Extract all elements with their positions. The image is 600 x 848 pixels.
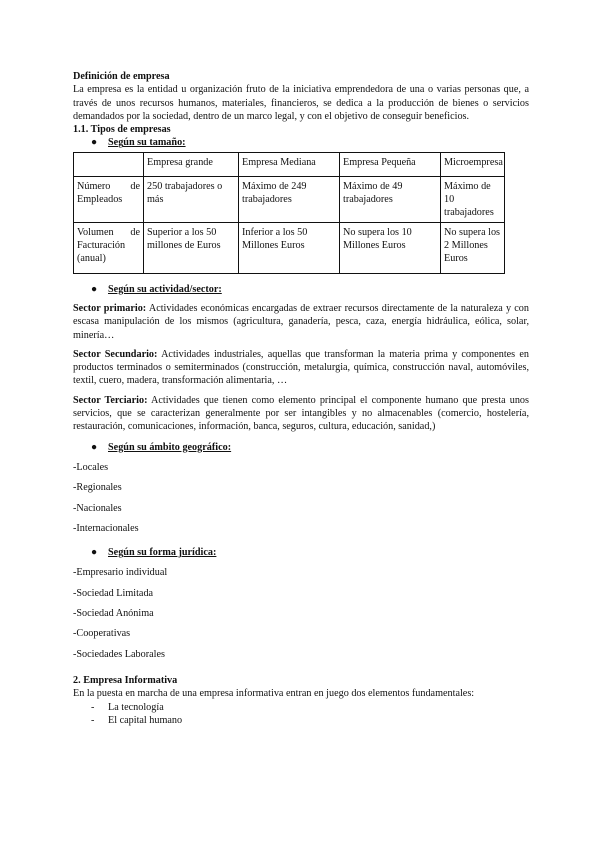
bullet-icon: ●: [91, 283, 98, 295]
table-row-header: Volumen de Facturación (anual): [74, 222, 144, 273]
list-item: -Sociedad Anónima: [73, 608, 154, 620]
table-header-cell: Empresa Mediana: [239, 152, 340, 176]
table-cell: Máximo de 249 trabajadores: [239, 176, 340, 222]
list-item: -Empresario individual: [73, 567, 168, 579]
table-cell: Inferior a los 50 Millones Euros: [239, 222, 340, 273]
sector-secundario-label: Sector Secundario:: [73, 348, 158, 360]
table-cell: 250 trabajadores o más: [144, 176, 239, 222]
document-page: [73, 70, 529, 727]
sector-primario-label: Sector primario:: [73, 302, 147, 314]
list-item: -Cooperativas: [73, 628, 131, 640]
sector-terciario-text: Actividades que tienen como elemento principal el componente humano que presta unos servicios, que se caracterizan generalmente por ser intangibles y no almacenables (comercio, hostelería, restauración, comunicaciones, información, banca, seguros, cultura, educación, sanidad,): [73, 394, 529, 433]
sector-secundario-paragraph: [73, 348, 529, 388]
list-item: [73, 714, 529, 727]
list-item: -Nacionales: [73, 502, 122, 514]
bullet-legal-heading: [73, 546, 529, 559]
table-row: [74, 176, 505, 222]
bullet-geo-heading: [73, 441, 529, 454]
list-item: -Internacionales: [73, 522, 139, 534]
section-1-title: 1.1. Tipos de empresas: [73, 124, 171, 136]
section-2-paragraph: En la puesta en marcha de una empresa informativa entran en juego dos elementos fundamentales:: [73, 688, 475, 700]
table-header-cell: Microempresa: [441, 152, 505, 176]
bullet-size-heading: [73, 136, 529, 149]
table-header-row: [74, 152, 505, 176]
table-cell: Máximo de 10 trabajadores: [441, 176, 505, 222]
sector-primario-text: Actividades económicas encargadas de extraer recursos directamente de la naturaleza y con escasa manipulación de los mismos (agricultura, ganadería, pesca, caza, energía hidráulica, eólica, solar, minería…: [73, 302, 529, 341]
sector-terciario-paragraph: [73, 394, 529, 434]
bullet-icon: ●: [91, 441, 98, 453]
intro-paragraph: La empresa es la entidad u organización fruto de la iniciativa emprendedora de una o varias personas que, a través de unos recursos humanos, materiales, financieros, se dedica a la producción de bienes o servicios demandados por la sociedad, dentro de un marco legal, y con el objetivo de conseguir beneficios.: [73, 84, 529, 122]
list-item-label: El capital humano: [108, 714, 183, 726]
bullet-activity-heading: [73, 283, 529, 296]
sector-terciario-label: Sector Terciario:: [73, 394, 148, 406]
bullet-activity-label: Según su actividad/sector:: [108, 283, 222, 295]
list-item: -Regionales: [73, 482, 122, 494]
list-item: -Locales: [73, 461, 109, 473]
table-header-cell: Empresa grande: [144, 152, 239, 176]
table-cell: Superior a los 50 millones de Euros: [144, 222, 239, 273]
page-title: Definición de empresa: [73, 71, 170, 82]
sector-primario-paragraph: [73, 302, 529, 342]
list-item: -Sociedad Limitada: [73, 587, 154, 599]
bullet-icon: ●: [91, 547, 98, 559]
bullet-legal-label: Según su forma jurídica:: [108, 547, 217, 559]
table-cell: No supera los 2 Millones Euros: [441, 222, 505, 273]
dash-marker: -: [91, 701, 95, 713]
company-size-table: [73, 152, 505, 274]
list-item: [73, 701, 529, 714]
bullet-size-label: Según su tamaño:: [108, 137, 186, 149]
list-item: -Sociedades Laborales: [73, 648, 165, 660]
list-item-label: La tecnología: [108, 701, 164, 713]
table-row-header: Número de Empleados: [74, 176, 144, 222]
section-2-title: 2. Empresa Informativa: [73, 674, 178, 686]
table-header-cell: [74, 152, 144, 176]
sector-secundario-text: Actividades industriales, aquellas que transforman la materia prima y componentes en productos terminados o semiterminados (construcción, metalurgia, química, construcción naval, automóviles, textil, cuero, madera, transformación alimentaria, …: [73, 348, 529, 387]
table-header-cell: Empresa Pequeña: [340, 152, 441, 176]
bullet-geo-label: Según su ámbito geográfico:: [108, 441, 232, 453]
dash-marker: -: [91, 714, 95, 726]
table-cell: No supera los 10 Millones Euros: [340, 222, 441, 273]
bullet-icon: ●: [91, 137, 98, 149]
table-row: [74, 222, 505, 273]
table-cell: Máximo de 49 trabajadores: [340, 176, 441, 222]
